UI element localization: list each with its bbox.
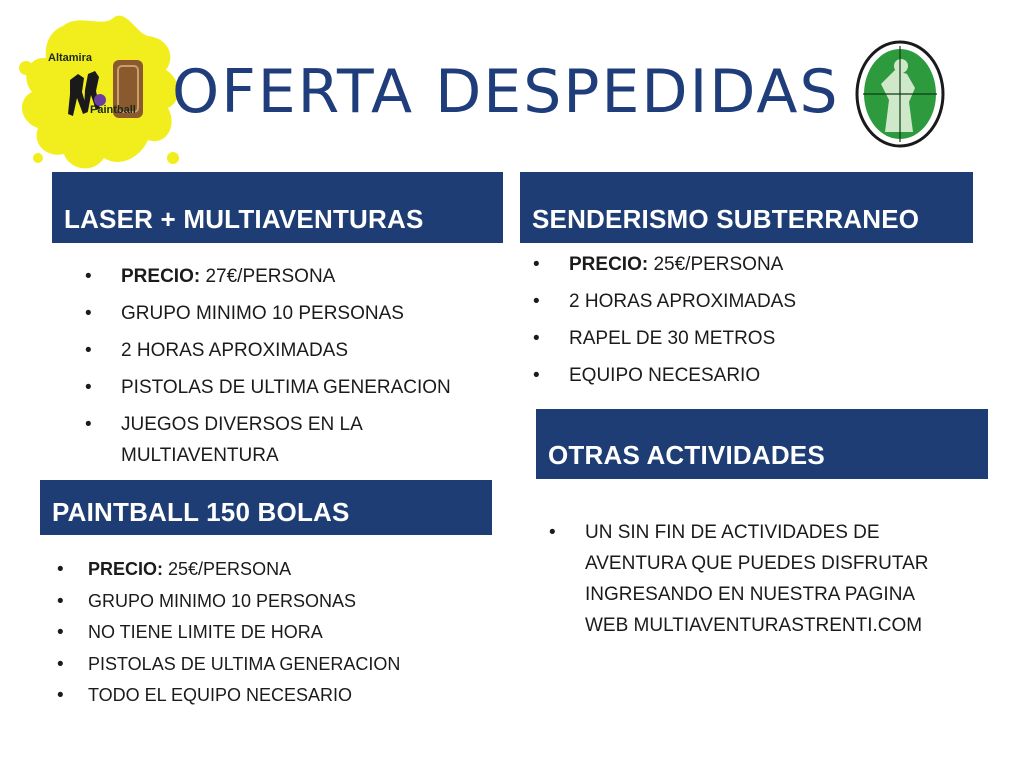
list-item xyxy=(549,517,989,641)
list-item xyxy=(57,554,497,586)
splash-drop xyxy=(167,152,179,164)
splash-drop xyxy=(19,61,33,75)
page-title: OFERTA DESPEDIDAS xyxy=(172,57,840,127)
splash-drop xyxy=(33,153,43,163)
laser-list xyxy=(85,261,505,471)
price-label: PRECIO: xyxy=(569,254,649,275)
list-item: • GRUPO MINIMO 10 PERSONAS xyxy=(85,298,505,329)
senderismo-subterraneo-header xyxy=(520,172,973,243)
list-item: • EQUIPO NECESARIO xyxy=(533,360,973,391)
list-item: • NO TIENE LIMITE DE HORA xyxy=(57,617,497,649)
list-item-line: • JUEGOS DIVERSOS EN LA xyxy=(121,414,363,435)
paint-splash-shape xyxy=(22,16,178,169)
list-item: • GRUPO MINIMO 10 PERSONAS xyxy=(57,586,497,618)
senderismo-heading: SENDERISMO SUBTERRANEO xyxy=(532,204,920,234)
otras-heading: OTRAS ACTIVIDADES xyxy=(548,440,825,470)
list-item: • PISTOLAS DE ULTIMA GENERACION xyxy=(85,372,505,403)
list-item xyxy=(85,409,505,471)
paintball-list xyxy=(57,554,497,712)
otras-list xyxy=(549,517,989,641)
price-label: PRECIO: xyxy=(88,559,164,579)
list-item: • 2 HORAS APROXIMADAS xyxy=(533,286,973,317)
list-item xyxy=(533,249,973,280)
list-item-line: WEB MULTIAVENTURASTRENTI.COM xyxy=(585,615,923,636)
senderismo-list xyxy=(533,249,973,391)
list-item: • 2 HORAS APROXIMADAS xyxy=(85,335,505,366)
paintball-150-bolas-header xyxy=(40,480,492,535)
laser-heading: LASER + MULTIAVENTURAS xyxy=(64,204,424,234)
price-value: 27€/PERSONA xyxy=(200,266,336,287)
list-item xyxy=(85,261,505,292)
laser-multiaventuras-header xyxy=(52,172,503,243)
list-item-line: • UN SIN FIN DE ACTIVIDADES DE xyxy=(585,522,880,543)
list-item-line: INGRESANDO EN NUESTRA PAGINA xyxy=(585,584,916,605)
list-item: • PISTOLAS DE ULTIMA GENERACION xyxy=(57,649,497,681)
altamira-paintball-logo xyxy=(8,8,188,178)
otras-actividades-header xyxy=(536,409,988,479)
multiaventuras-trenti-logo xyxy=(855,40,945,148)
list-item: • TODO EL EQUIPO NECESARIO xyxy=(57,680,497,712)
logo-text-altamira: Altamira xyxy=(48,52,93,64)
paintball-heading: PAINTBALL 150 BOLAS xyxy=(52,497,350,527)
list-item: • RAPEL DE 30 METROS xyxy=(533,323,973,354)
logo-text-paintball: Paintball xyxy=(90,104,136,116)
soldier-head xyxy=(894,59,908,73)
price-value: 25€/PERSONA xyxy=(163,559,292,579)
list-item-line: MULTIAVENTURA xyxy=(121,445,279,466)
price-value: 25€/PERSONA xyxy=(648,254,784,275)
price-label: PRECIO: xyxy=(121,266,201,287)
list-item-line: AVENTURA QUE PUEDES DISFRUTAR xyxy=(585,553,929,574)
